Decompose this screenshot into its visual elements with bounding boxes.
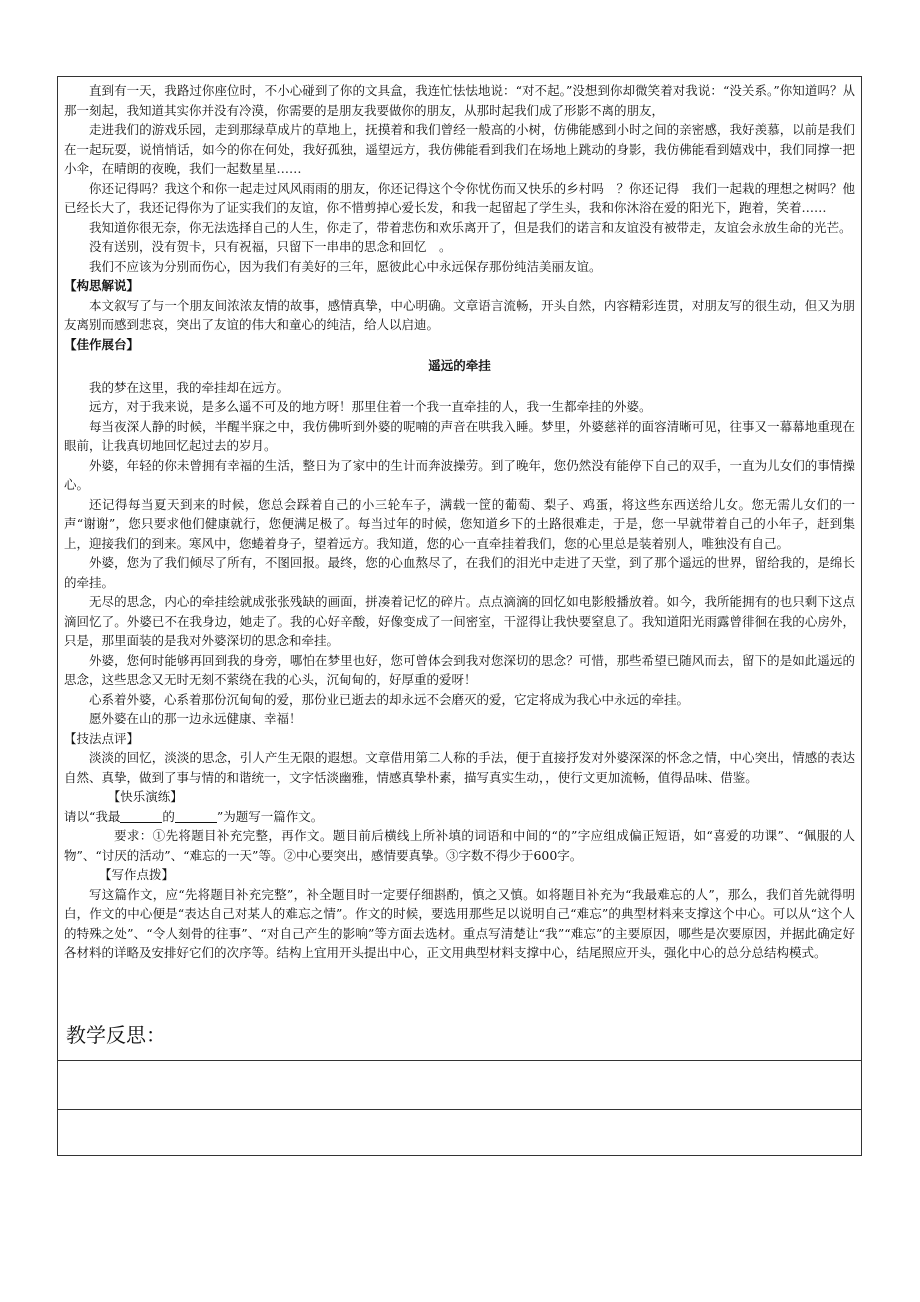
reflection-row — [58, 1109, 861, 1157]
essay-paragraph: 外婆，年轻的你未曾拥有幸福的生活，整日为了家中的生计而奔波操劳。到了晚年，您仍然没有能停下自己的双手，一直为儿女们的事情操心。 — [64, 457, 855, 492]
essay-paragraph: 还记得每当夏天到来的时候，您总会踩着自己的小三轮车子，满载一筐的葡萄、梨子、鸡蛋，将这些东西送给儿女。您无需儿女们的一声“谢谢”，您只要求他们健康就行，您便满足极了。每当过年的时候，您知道乡下的土路很难走，于是，您一早就带着自己的小年子，赶到集上，迎接我们的到来。寒风中，您蜷着身子，望着远方。我知道，您的心一直牵挂着我们，您的心里总是装着别人，唯独没有自己。 — [64, 496, 855, 551]
practice-requirements: 要求：①先将题目补充完整，再作文。题目前后横线上所补填的词语和中间的“的”字应组成偏正短语，如“喜爱的功课”、“佩服的人物”、“讨厌的活动”、“难忘的一天”等。②中心要突出，感情要真挚。③字数不得少于600字。 — [64, 828, 855, 863]
section-heading-concept: 【构思解说】 — [64, 278, 140, 293]
essay-paragraph: 每当夜深人静的时候，半醒半寐之中，我仿佛听到外婆的呢喃的声音在哄我入睡。梦里，外婆慈祥的面容清晰可见，往事又一幕幕地重现在眼前，让我真切地回忆起过去的岁月。 — [64, 418, 855, 453]
worksheet-frame — [57, 76, 862, 1156]
prompt-part-c: ”为题写一篇作文。 — [216, 808, 324, 824]
practice-prompt — [64, 807, 855, 827]
essay-paragraph: 愿外婆在山的那一边永远健康、幸福！ — [89, 711, 302, 726]
section-heading-tips: 【写作点拨】 — [99, 867, 175, 882]
essay-title: 遥远的牵挂 — [428, 358, 491, 373]
reflection-title: 教学反思： — [66, 1023, 166, 1047]
essay-paragraph: 我的梦在这里，我的牵挂却在远方。 — [89, 379, 290, 395]
essay-paragraph: 外婆，您为了我们倾尽了所有，不图回报。最终，您的心血熬尽了，在我们的泪光中走进了天堂，到了那个遥远的世界，留给我的，是绵长的牵挂。 — [64, 555, 855, 590]
story-paragraph: 我知道你很无奈，你无法选择自己的人生，你走了，带着悲伤和欢乐离开了，但是我们的诺言和友谊没有被带走，友谊会永放生命的光芒。 — [89, 219, 852, 235]
section-heading-technique: 【技法点评】 — [64, 730, 140, 746]
story-paragraph: 走进我们的游戏乐园，走到那绿草成片的草地上，抚摸着和我们曾经一般高的小树，仿佛能感到小时之间的亲密感，我好羡慕，以前是我们在一起玩耍，说悄悄话，如今的你在何处，我好孤独，遥望远方，我仿佛能看到我们在场地上跳动的身影，我仿佛能看到嬉戏中，我们同撑一把小伞，在晴朗的夜晚，我们一起数星星…… — [64, 122, 855, 176]
essay-paragraph: 心系着外婆，心系着那份沉甸甸的爱，那份业已逝去的却永远不会磨灭的爱，它定将成为我心中永远的牵挂。 — [89, 691, 690, 707]
prompt-blank-2 — [175, 808, 217, 823]
essay-paragraph: 无尽的思念，内心的牵挂绘就成张张残缺的画面，拼凑着记忆的碎片。点点滴滴的回忆如电影般播放着。如今，我所能拥有的也只剩下这点滴回忆了。外婆已不在我身边，她走了。我的心好辛酸，好像变成了一间密室，干涩得让我快要窒息了。我知道阳光雨露曾徘徊在我的心房外，只是，那里面装的是我对外婆深切的思念和牵挂。 — [64, 594, 855, 648]
reflection-row — [58, 1060, 861, 1110]
essay-paragraph: 外婆，您何时能够再回到我的身旁，哪怕在梦里也好，您可曾体会到我对您深切的思念？可惜，那些希望已随风而去，留下的是如此遥远的思念，这些思念又无时无刻不萦绕在我的心头，沉甸甸的，好厚重的爱呀！ — [64, 652, 855, 687]
prompt-part-b: 的 — [162, 808, 175, 824]
section-heading-practice: 【快乐演练】 — [107, 789, 183, 804]
lesson-content — [58, 77, 861, 1062]
prompt-blank-1 — [120, 808, 162, 823]
concept-text: 本文叙写了与一个朋友间浓浓友情的故事，感情真挚，中心明确。文章语言流畅，开头自然，内容精彩连贯，对朋友写的很生动，但又为朋友离别而感到悲哀，突出了友谊的伟大和童心的纯洁，给人以启迪。 — [64, 297, 855, 332]
story-paragraph: 没有送别，没有贺卡，只有祝福，只留下一串串的思念和回忆 。 — [89, 239, 452, 254]
prompt-part-a: 请以“我最 — [64, 808, 121, 824]
section-heading-showcase: 【佳作展台】 — [64, 336, 140, 352]
essay-paragraph: 远方，对于我来说，是多么遥不可及的地方呀！那里住着一个我一直牵挂的人，我一生都牵挂的外婆。 — [89, 399, 652, 414]
story-paragraph: 我们不应该为分别而伤心，因为我们有美好的三年，愿彼此心中永远保存那份纯洁美丽友谊。 — [89, 258, 602, 274]
technique-text: 淡淡的回忆，淡淡的思念，引人产生无限的遐想。文章借用第二人称的手法，便于直接抒发对外婆深深的怀念之情，中心突出，情感的表达自然、真挚，做到了事与情的和谐统一，文字恬淡幽雅，情感真挚朴素，描写真实生动，，使行文更加流畅，值得品味、借鉴。 — [64, 750, 855, 785]
story-paragraph: 你还记得吗？我这个和你一起走过风风雨雨的朋友，你还记得这个令你忧伤而又快乐的乡村吗 ？你还记得 我们一起栽的理想之树吗？他已经长大了，我还记得你为了证实我们的友谊，你不惜剪掉心爱长发，和我一起留起了学生头，我和你沐浴在爱的阳光下，跑着，笑着…… — [64, 180, 855, 215]
tips-text: 写这篇作文，应“先将题目补充完整”，补全题目时一定要仔细斟酌，慎之又慎。如将题目补充为“我最难忘的人”，那么，我们首先就得明白，作文的中心便是“表达自己对某人的难忘之情”。作文的时候，要选用那些足以说明自己“难忘”的典型材料来支撑这个中心。可以从“这个人的特殊之处”、“令人刻骨的往事”、“对自己产生的影响”等方面去选材。重点写清楚让“我”“难忘”的主要原因，哪些是次要原因，并据此确定好各材料的详略及安排好它们的次序等。结构上宜用开头提出中心，正文用典型材料支撑中心，结尾照应开头，强化中心的总分总结构模式。 — [64, 886, 855, 960]
story-paragraph: 直到有一天，我路过你座位时，不小心碰到了你的文具盒，我连忙怯怯地说：“对不起。”没想到你却微笑着对我说：“没关系。”你知道吗？从那一刻起，我知道其实你并没有冷漠，你需要的是朋友我要做你的朋友，从那时起我们成了形影不离的朋友， — [64, 83, 855, 118]
